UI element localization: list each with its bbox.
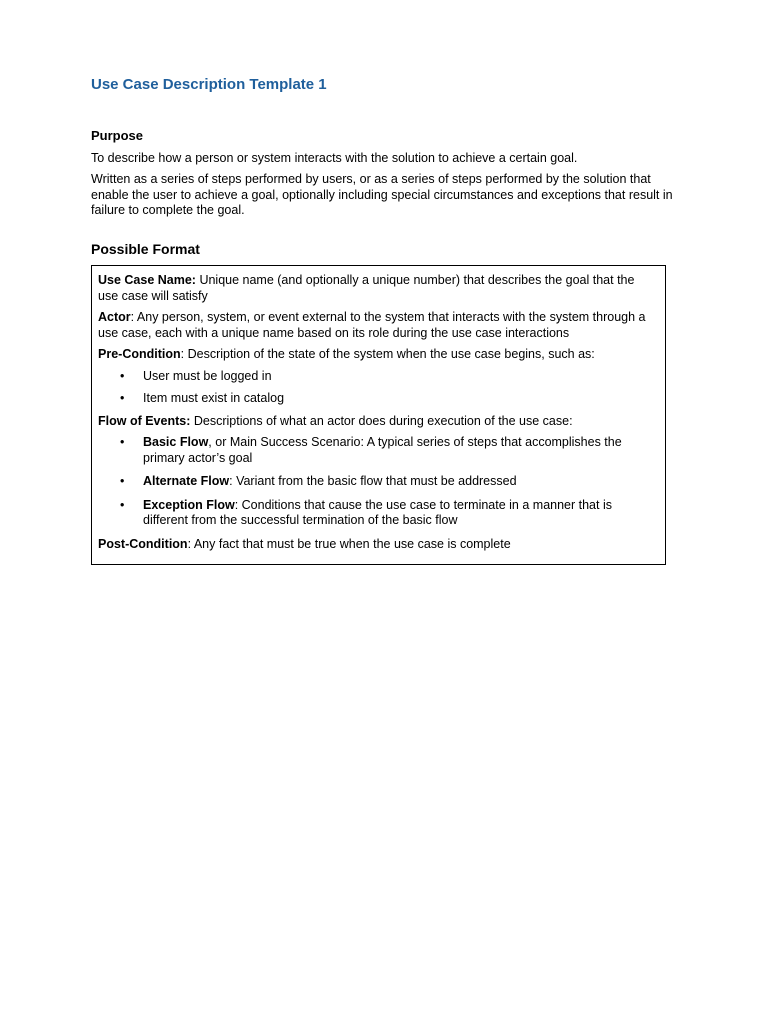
purpose-paragraph-2: Written as a series of steps performed by users, or as a series of steps performed by the solution that enable the user to achieve a goal, optionally including special circumstances and exceptions that result in failure to complete the goal. <box>91 172 673 217</box>
post-condition-entry <box>98 537 657 553</box>
list-item <box>98 391 657 407</box>
exception-flow-label: Exception Flow <box>143 497 235 512</box>
actor-text: : Any person, system, or event external to the system that interacts with the system through a use case, each with a unique name based on its role during the use case interactions <box>98 310 646 340</box>
list-item <box>98 474 657 490</box>
list-item <box>98 369 657 385</box>
actor-label: Actor <box>98 310 131 324</box>
pre-condition-label: Pre-Condition <box>98 347 181 361</box>
post-condition-text: : Any fact that must be true when the use case is complete <box>187 536 511 551</box>
pre-condition-list <box>98 369 657 407</box>
basic-flow-text: , or Main Success Scenario: A typical series of steps that accomplishes the primary actor’s goal <box>143 435 622 465</box>
basic-flow-label: Basic Flow <box>143 435 209 449</box>
flow-of-events-text: Descriptions of what an actor does during execution of the use case: <box>190 413 573 428</box>
flow-of-events-entry <box>98 414 657 430</box>
bullet-icon: • <box>120 368 125 383</box>
pre-condition-text: : Description of the state of the system when the use case begins, such as: <box>180 347 595 361</box>
flow-of-events-label: Flow of Events: <box>98 413 191 428</box>
list-item-text: User must be logged in <box>143 368 272 383</box>
purpose-heading: Purpose <box>91 128 144 143</box>
use-case-name-text: Unique name (and optionally a unique number) that describes the goal that the use case will satisfy <box>98 273 635 303</box>
list-item <box>98 498 657 529</box>
list-item <box>98 435 657 466</box>
format-box <box>91 265 666 565</box>
list-item-text: Item must exist in catalog <box>143 391 285 405</box>
bullet-icon: • <box>120 391 125 405</box>
bullet-icon: • <box>120 497 125 512</box>
bullet-icon: • <box>120 474 125 488</box>
actor-entry <box>98 310 657 341</box>
bullet-icon: • <box>120 435 125 449</box>
possible-format-heading: Possible Format <box>91 241 200 257</box>
purpose-paragraph-1: To describe how a person or system interacts with the solution to achieve a certain goal. <box>91 151 578 165</box>
page-title: Use Case Description Template 1 <box>91 76 327 93</box>
use-case-name-label: Use Case Name: <box>98 273 196 287</box>
flow-of-events-list <box>98 435 657 529</box>
alternate-flow-label: Alternate Flow <box>143 474 230 488</box>
pre-condition-entry <box>98 347 657 363</box>
use-case-name-entry <box>98 273 657 304</box>
alternate-flow-text: : Variant from the basic flow that must be addressed <box>229 474 517 488</box>
exception-flow-text: : Conditions that cause the use case to terminate in a manner that is different from the successful termination of the basic flow <box>143 497 612 527</box>
post-condition-label: Post-Condition <box>98 536 188 551</box>
